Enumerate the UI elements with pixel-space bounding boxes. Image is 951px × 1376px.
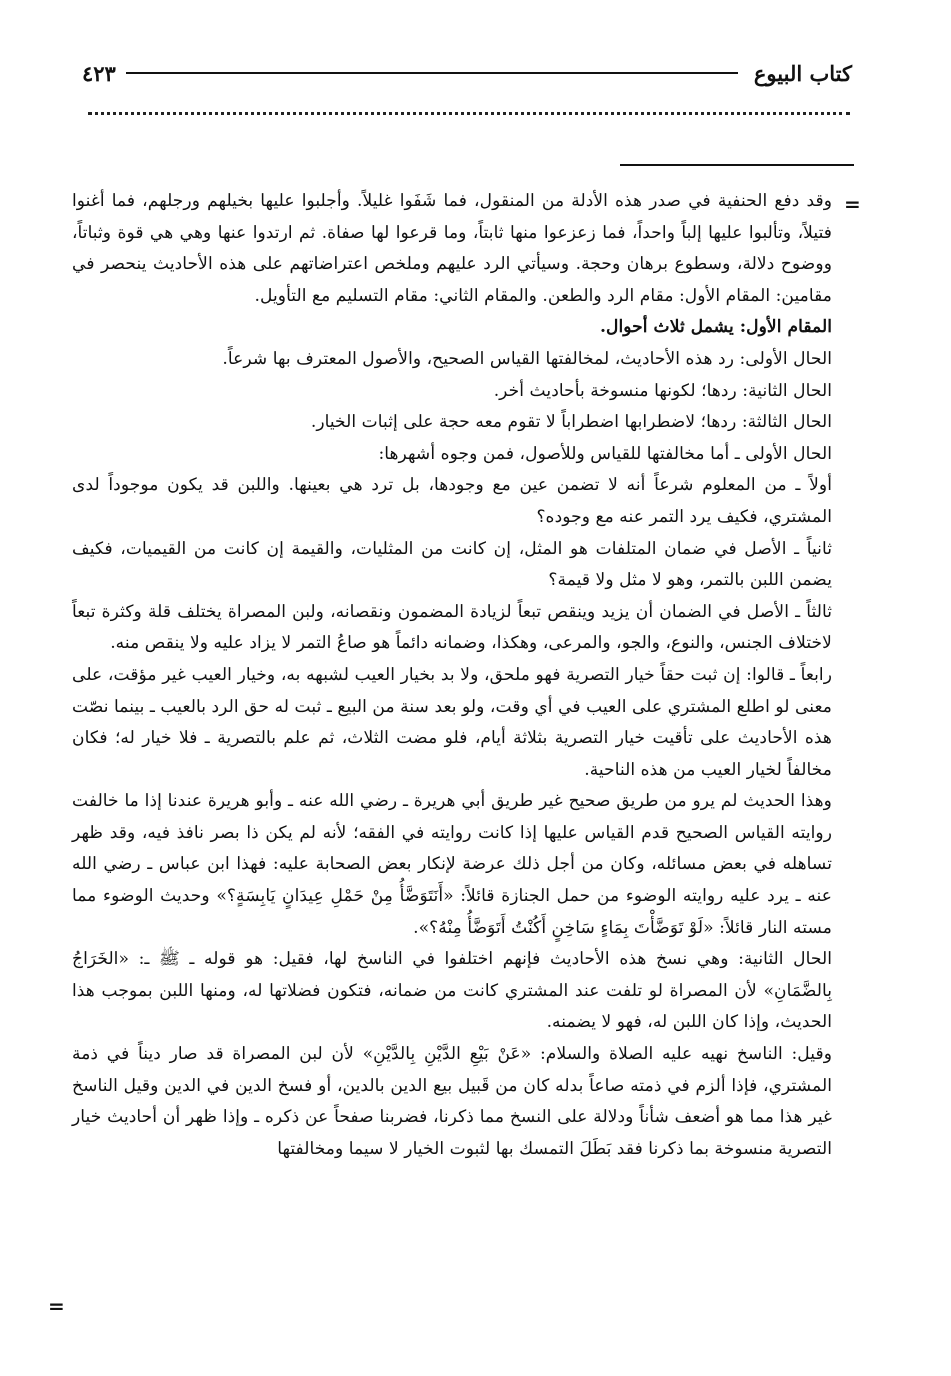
paragraph-point-one: أولاً ـ من المعلوم شرعاً أنه لا تضمن عين مع وجودها، بل ترد هي بعينها. واللبن قد يكون موجوداً لدى المشتري، فكيف يرد التمر عنه مع وجوده؟	[72, 475, 832, 527]
paragraph-point-three: ثالثاً ـ الأصل في الضمان أن يزيد وينقص تبعاً لزيادة المضمون ونقصانه، ولبن المصراة يختلف قلة وكثرة تبعاً لاختلاف الجنس، والنوع، والجو، والمرعى، وهكذا، وضمانه دائماً هو صاعُ التمر لا يزاد عليه ولا ينقص منه.	[72, 601, 832, 654]
paragraph-case-one-detail: الحال الأولى ـ أما مخالفتها للقياس وللأصول، فمن وجوه أشهرها:	[378, 443, 832, 464]
header-rule	[126, 72, 738, 74]
footnote-separator	[620, 164, 854, 166]
paragraph-point-four: رابعاً ـ قالوا: إن ثبت حقاً خيار التصرية فهو ملحق، ولا بد بخيار العيب لشبهه به، وخيار العيب غير مؤقت، على معنى لو اطلع المشتري على العيب في أي وقت، ولو بعد سنة من البيع ـ ثبت له حق الرد بالعيب ـ بينما نصّت هذه الأحاديث على تأقيت خيار التصرية بثلاثة أيام، فلو مضت الثلاث، ثم علم بالتصرية ـ فلا خيار له؛ فكان مخالفاً لخيار العيب من هذه الناحية.	[72, 664, 832, 780]
paragraph-first-station: المقام الأول: يشمل ثلاث أحوال.	[600, 317, 832, 338]
page-number: ٤٢٣	[82, 60, 116, 86]
paragraph-case-three: الحال الثالثة: ردها؛ لاضطرابها اضطراباً لا تقوم معه حجة على إثبات الخيار.	[310, 412, 832, 433]
paragraph-point-two: ثانياً ـ الأصل في ضمان المتلفات هو المثل، إن كانت من المثليات، والقيمة إن كانت من القيميات، فكيف يضمن اللبن بالتمر، وهو لا مثل ولا قيمة؟	[72, 538, 832, 591]
continuation-marker-bottom: =	[48, 1294, 65, 1318]
footnote-text	[72, 186, 832, 1165]
paragraph-case-one: الحال الأولى: رد هذه الأحاديث، لمخالفتها القياس الصحيح، والأصول المعترف بها شرعاً.	[222, 348, 832, 369]
paragraph-intro: وقد دفع الحنفية في صدر هذه الأدلة من المنقول، فما شَفَوا غليلاً. وأجلبوا عليها بخيلهم ورجلهم، فما أغنوا فتيلاً، وتألبوا عليها إلباً واحداً، فما زعزعوا منها ثابتاً، وما قرعوا لها صفاة. ثم ارتدوا عنها وهي هي قوة وثباتاً، ووضوح دلالة، وسطوع برهان وحجة. وسيأتي الرد عليهم وملخص اعتراضاتهم على هذه الأحاديث ينحصر في مقامين: المقام الأول: مقام الرد والطعن. والمقام الثاني: مقام التسليم مع التأويل.	[72, 191, 832, 306]
book-title: كتاب البيوع	[753, 60, 852, 86]
page-header	[82, 58, 852, 88]
dotted-separator	[88, 112, 850, 129]
paragraph-case-two-detail: الحال الثانية: وهي نسخ هذه الأحاديث فإنهم اختلفوا في الناسخ لها، فقيل: هو قوله ـ ﷺ ـ: «الخَرَاجُ بِالضَّمَانِ» لأن المصراة لو تلفت عند المشتري كانت من ضمانه، فتكون فضلاتها له، ومنها اللبن بموجب هذا الحديث، وإذا كان اللبن له، فهو لا يضمنه.	[72, 949, 832, 1033]
paragraph-hadith-narration: وهذا الحديث لم يرو من طريق صحيح غير طريق أبي هريرة ـ رضي الله عنه ـ وأبو هريرة عندنا إذا ما خالفت روايته القياس الصحيح قدم القياس عليها إذا كانت روايته في الفقه؛ لأنه لم يكن ذا بصر نافذ فيه، وقد ظهر تساهله في بعض مسائله، وكان من أجل ذلك عرضة لإنكار بعض الصحابة عليه: فهذا ابن عباس ـ رضي الله عنه ـ يرد عليه روايته الوضوء من حمل الجنازة قائلاً: «أَنَتَوَضَّأُ مِنْ حَمْلِ عِيدَانٍ يَابِسَةٍ؟» وحديث الوضوء مما مسته النار قائلاً: «لَوْ تَوَضَّأْتَ بِمَاءٍ سَاخِنٍ أَكُنْتُ أَتَوَضَّأُ مِنْهُ؟».	[72, 791, 832, 938]
paragraph-abrogation: وقيل: الناسخ نهيه عليه الصلاة والسلام: «عَنْ بَيْعِ الدَّيْنِ بِالدَّيْنِ» لأن لبن المصراة قد صار ديناً في ذمة المشتري، فإذا ألزم في ذمته صاعاً بدله كان من قَبيل بيع الدين بالدين، أو فسخ الدين في الدين وقيل الناسخ غير هذا مما هو أضعف شأناً ودلالة على النسخ مما ذكرنا، فضربنا صفحاً عن ذكره ـ وإذا ظهر أن أحاديث خيار التصرية منسوخة بما ذكرنا فقد بَطَلَ التمسك بها لثبوت الخيار لا سيما ومخالفتها	[72, 1044, 832, 1159]
paragraph-case-two: الحال الثانية: ردها؛ لكونها منسوخة بأحاديث أخر.	[493, 380, 832, 401]
continuation-marker-top: =	[844, 192, 861, 216]
